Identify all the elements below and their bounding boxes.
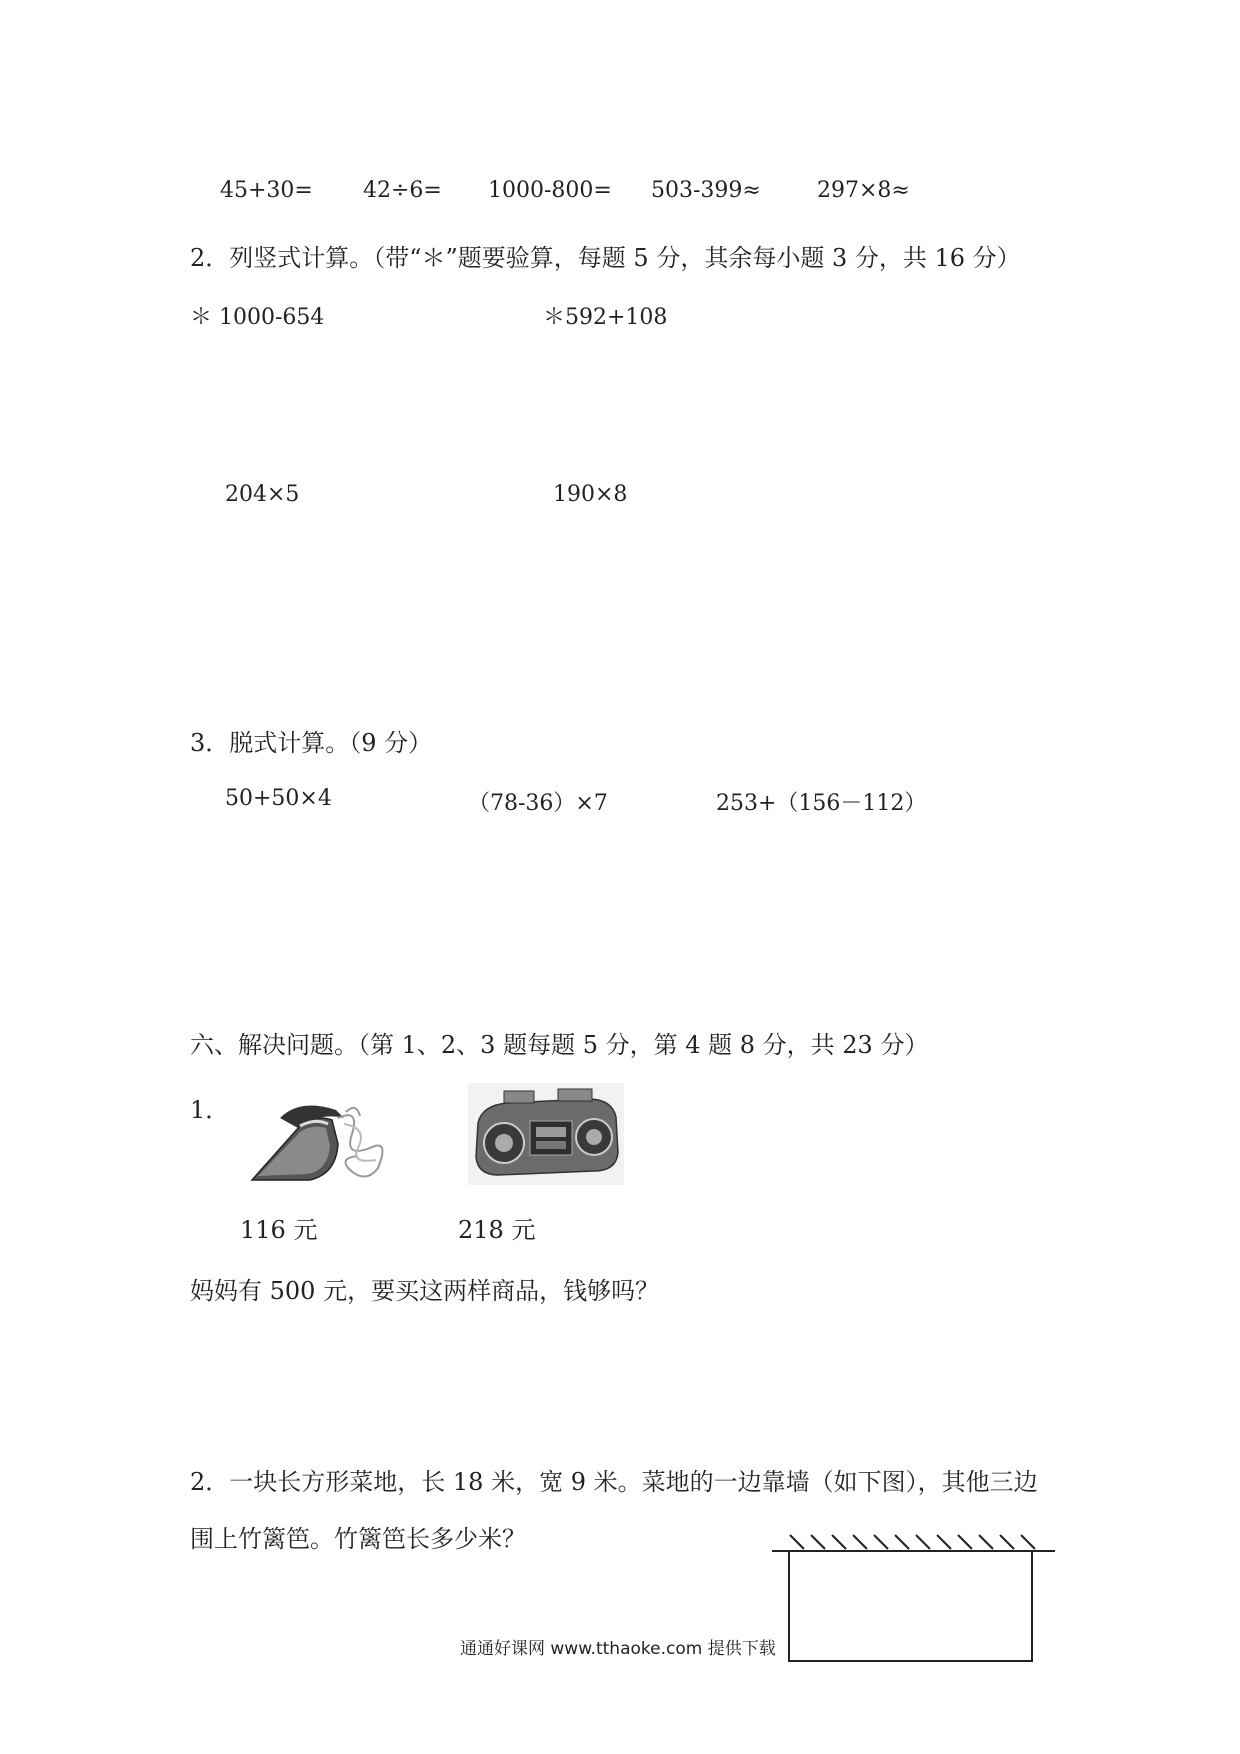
problem2-line2: 围上竹篱笆。竹篱笆长多少米？ [190,1525,526,1553]
oral-calc-4: 503-399≈ [651,178,761,203]
wall-hatch-mark [1021,1535,1035,1549]
q2-item-3: 204×5 [225,482,300,507]
oral-calc-1: 45+30= [220,178,313,203]
wall-hatch-mark [937,1535,951,1549]
problem2-line1: 2．一块长方形菜地，长 18 米，宽 9 米。菜地的一边靠墙（如下图），其他三边 [190,1468,1038,1496]
radio-price: 218 元 [458,1216,536,1244]
oral-calc-2: 42÷6= [363,178,442,203]
problem1-question: 妈妈有 500 元，要买这两样商品，钱够吗？ [190,1277,660,1305]
q2-heading: 2．列竖式计算。（带“＊”题要验算，每题 5 分，其余每小题 3 分，共 16 分） [190,244,1021,272]
q3-item-1: 50+50×4 [225,786,332,811]
wall-hatch-mark [979,1535,993,1549]
wall-hatch-mark [811,1535,825,1549]
q2-item-2: ＊592+108 [543,305,668,330]
section6-heading: 六、解决问题。（第 1、2、3 题每题 5 分，第 4 题 8 分，共 23 分） [190,1031,929,1059]
wall-hatch-mark [832,1535,846,1549]
iron-image [240,1088,400,1188]
wall-hatch-mark [895,1535,909,1549]
wall-hatch-mark [1000,1535,1014,1549]
iron-price: 116 元 [240,1216,318,1244]
oral-calc-5: 297×8≈ [817,178,910,203]
garden-diagram [770,1525,1060,1665]
wall-hatch-mark [853,1535,867,1549]
q3-item-3: 253+（156－112） [716,791,927,816]
wall-hatch-mark [958,1535,972,1549]
q2-item-4: 190×8 [553,482,628,507]
wall-hatch-mark [874,1535,888,1549]
problem1-number: 1． [190,1096,230,1124]
wall-hatch-mark [790,1535,804,1549]
q3-heading: 3．脱式计算。（9 分） [190,729,433,757]
radio-image [468,1083,624,1185]
footer-text: 通通好课网 www.tthaoke.com 提供下载 [460,1639,776,1659]
wall-hatch-mark [916,1535,930,1549]
q2-item-1: ＊ 1000-654 [190,305,325,330]
oral-calc-3: 1000-800= [488,178,612,203]
q3-item-2: （78-36）×7 [468,791,608,816]
